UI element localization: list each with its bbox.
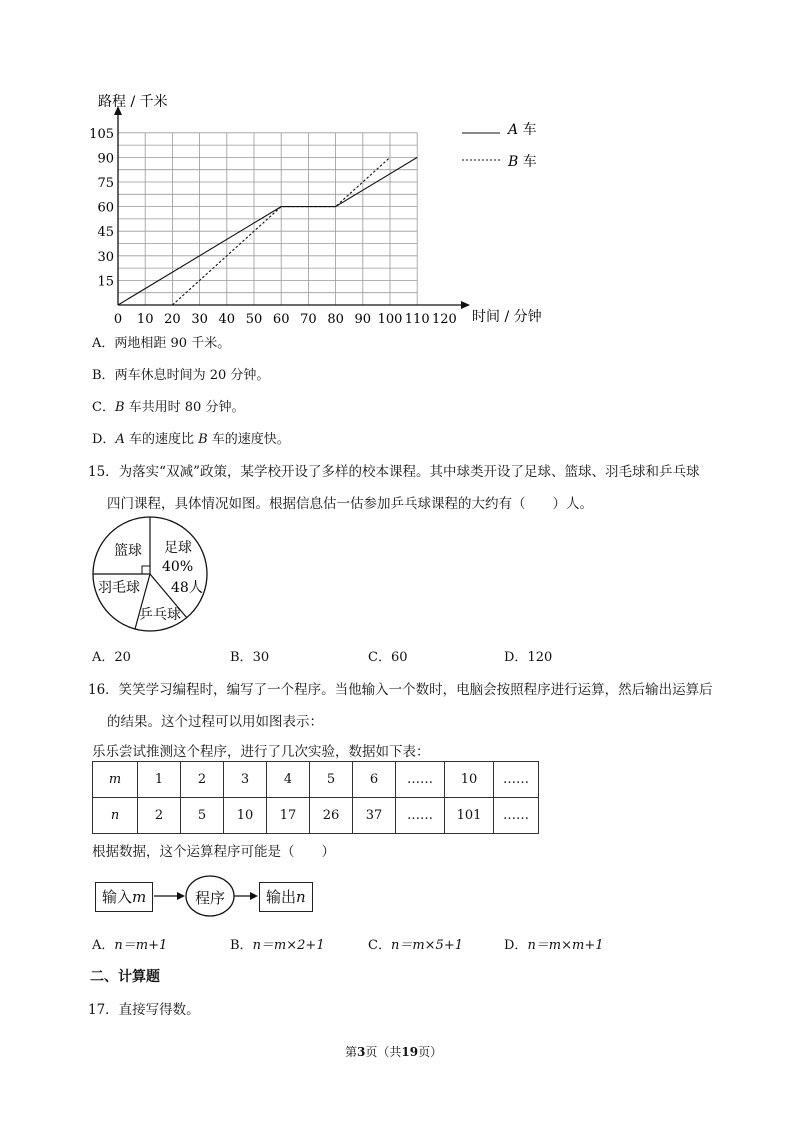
y-tick-label: 60 — [97, 200, 114, 216]
q15-text-line1: 15．为落实“双减”政策，某学校开设了多样的校本课程。其中球类开设了足球、篮球、羽毛球和乒乓球 — [88, 464, 700, 480]
pie-label-basketball: 篮球 — [114, 543, 142, 559]
table-cell: …… — [396, 798, 445, 834]
pie-label-pingpong: 乒乓球 — [139, 607, 181, 623]
y-tick-label: 75 — [97, 176, 114, 191]
q14-option-d[interactable]: D．A 车的速度比 B 车的速度快。 — [92, 432, 290, 447]
legend-label-b: B 车 — [508, 154, 537, 170]
x-axis-label: 时间 / 分钟 — [472, 309, 542, 325]
x-tick-label: 20 — [164, 312, 181, 327]
q15-option-b[interactable]: B．30 — [230, 650, 270, 665]
right-angle-mark — [142, 566, 150, 574]
q16-text-line1: 16．笑笑学习编程时，编写了一个程序。当他输入一个数时，电脑会按照程序进行运算，然后输出运算后 — [88, 682, 713, 698]
table-cell: m — [93, 762, 138, 798]
x-tick-label: 120 — [431, 312, 457, 327]
x-tick-label: 80 — [327, 312, 344, 327]
x-tick-label: 40 — [218, 312, 236, 327]
page-footer: 第3页（共19页） — [345, 1045, 443, 1059]
table-cell: 10 — [224, 798, 267, 834]
q14-option-b[interactable]: B．两车休息时间为 20 分钟。 — [92, 368, 270, 383]
q16-option-a[interactable]: A．n＝m+1 — [92, 938, 168, 953]
q16-option-b[interactable]: B．n＝m×2+1 — [230, 938, 325, 953]
distance-time-chart — [0, 0, 794, 340]
y-tick-label: 105 — [89, 126, 114, 142]
table-cell: 5 — [181, 798, 224, 834]
flow-arrowhead-2 — [250, 892, 258, 900]
q15-text-line2: 四门课程，具体情况如图。根据信息估一估参加乒乓球课程的大约有（ ）人。 — [107, 496, 593, 512]
q15-option-d[interactable]: D．120 — [504, 650, 553, 665]
q16-option-d[interactable]: D．n＝m×m+1 — [504, 938, 604, 953]
chart-legend — [462, 122, 537, 170]
x-tick-label: 50 — [245, 312, 263, 327]
pie-label-percent: 40% — [162, 559, 194, 575]
table-cell: 1 — [138, 762, 181, 798]
x-tick-label: 10 — [136, 312, 154, 327]
table-row-m — [93, 762, 539, 798]
table-cell: 37 — [353, 798, 396, 834]
table-cell: 4 — [267, 762, 310, 798]
y-tick-label: 30 — [97, 249, 114, 265]
sports-pie-chart — [90, 512, 210, 637]
x-tick-label: 90 — [354, 312, 372, 327]
y-tick-label: 90 — [97, 151, 114, 167]
pie-label-badminton: 羽毛球 — [98, 580, 140, 596]
experiment-table — [92, 761, 539, 834]
flow-arrowhead-1 — [177, 892, 185, 900]
table-cell: …… — [494, 798, 539, 834]
table-cell: 101 — [445, 798, 494, 834]
pie-label-count: 48人 — [171, 580, 203, 596]
y-tick-label: 15 — [97, 274, 114, 290]
table-cell: 2 — [138, 798, 181, 834]
x-tick-label: 100 — [377, 312, 403, 327]
q17-text: 17．直接写得数。 — [88, 1002, 200, 1018]
q16-text-line4: 根据数据，这个运算程序可能是（ ） — [92, 844, 335, 860]
legend-label-a: A 车 — [508, 122, 537, 138]
table-cell: …… — [494, 762, 539, 798]
q16-text-line2: 的结果。这个过程可以用如图表示： — [107, 714, 323, 730]
flow-program-label: 程序 — [195, 889, 226, 907]
q16-option-c[interactable]: C．n＝m×5+1 — [368, 938, 463, 953]
section-heading: 二、计算题 — [90, 969, 160, 985]
x-tick-label: 110 — [404, 312, 430, 327]
x-tick-label: 0 — [113, 312, 123, 327]
q15-option-a[interactable]: A．20 — [92, 650, 131, 665]
flow-output-box: 输出n — [259, 882, 313, 912]
table-cell: n — [93, 798, 138, 834]
table-cell: 10 — [445, 762, 494, 798]
x-axis-arrow — [461, 301, 470, 309]
table-cell: 17 — [267, 798, 310, 834]
y-tick-label: 45 — [97, 225, 114, 241]
q14-option-c[interactable]: C．B 车共用时 80 分钟。 — [92, 400, 245, 415]
table-cell: 6 — [353, 762, 396, 798]
x-tick-label: 70 — [300, 312, 317, 327]
q14-option-a[interactable]: A．两地相距 90 千米。 — [92, 336, 231, 351]
q16-text-line3: 乐乐尝试推测这个程序，进行了几次实验，数据如下表： — [92, 744, 430, 760]
x-tick-label: 30 — [191, 312, 208, 327]
y-axis-label: 路程 / 千米 — [98, 94, 168, 110]
table-cell: 2 — [181, 762, 224, 798]
flow-input-box: 输入m — [95, 882, 153, 912]
x-tick-label: 60 — [272, 312, 290, 327]
table-cell: …… — [396, 762, 445, 798]
chart-axes — [114, 106, 470, 309]
table-cell: 3 — [224, 762, 267, 798]
q15-option-c[interactable]: C．60 — [368, 650, 408, 665]
pie-label-football: 足球 — [164, 540, 192, 556]
table-cell: 5 — [310, 762, 353, 798]
table-cell: 26 — [310, 798, 353, 834]
table-row-n — [93, 798, 539, 834]
